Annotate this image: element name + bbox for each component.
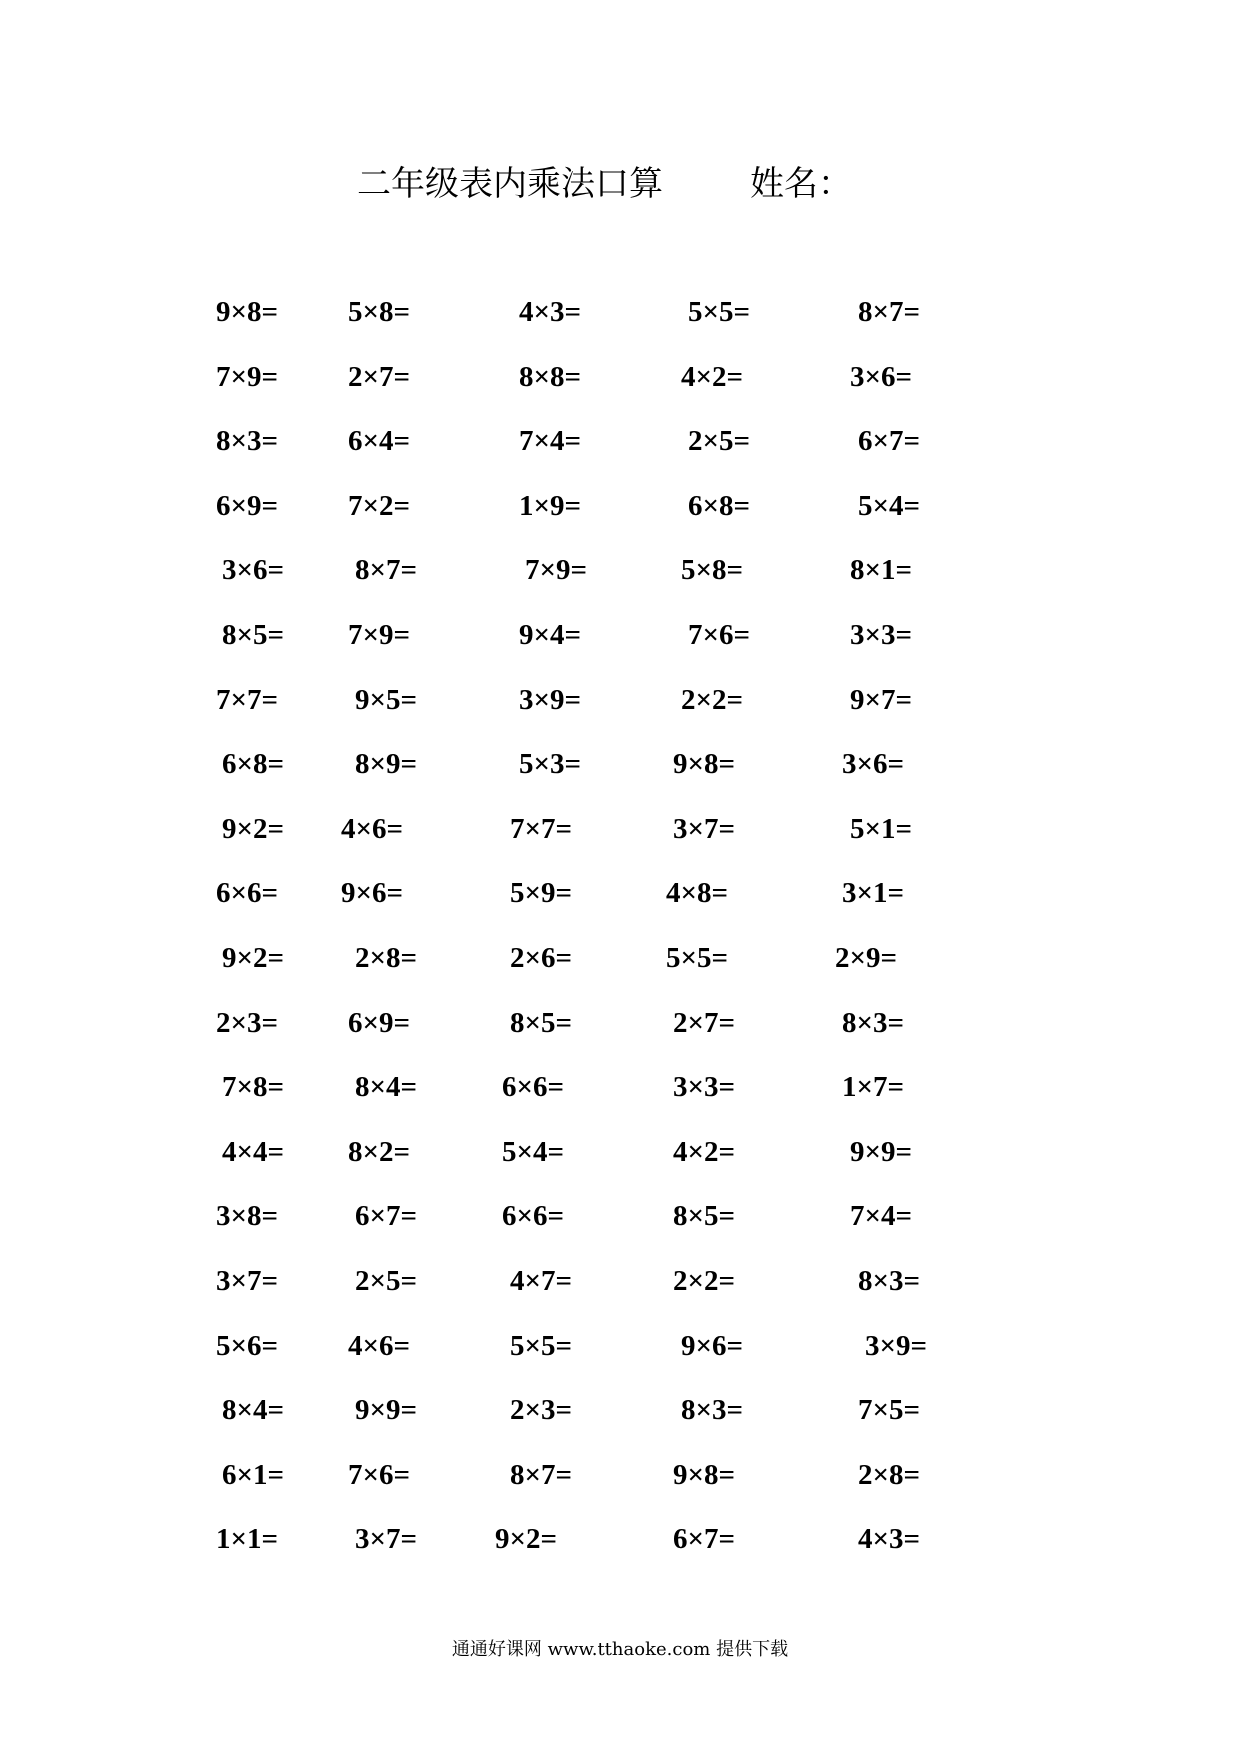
problem-r13-c1: 7×8= <box>222 1071 285 1104</box>
problem-r9-c2: 4×6= <box>341 812 404 845</box>
problem-r14-c1: 4×4= <box>222 1135 285 1168</box>
problem-r15-c3: 6×6= <box>502 1200 565 1233</box>
problem-r1-c3: 4×3= <box>519 296 582 328</box>
problem-r20-c2: 3×7= <box>355 1523 418 1556</box>
problem-r2-c5: 3×6= <box>850 360 913 393</box>
problem-r12-c3: 8×5= <box>510 1006 573 1039</box>
problem-r2-c2: 2×7= <box>348 360 411 393</box>
problem-r2-c1: 7×9= <box>216 360 279 393</box>
problem-r7-c4: 2×2= <box>681 683 744 716</box>
problem-r8-c3: 5×3= <box>519 748 582 781</box>
problem-r14-c3: 5×4= <box>502 1135 565 1168</box>
problem-r5-c3: 7×9= <box>525 554 588 587</box>
problem-r4-c3: 1×9= <box>519 489 582 522</box>
problem-r12-c5: 8×3= <box>842 1006 905 1039</box>
problem-r3-c4: 2×5= <box>688 425 751 458</box>
problem-r5-c2: 8×7= <box>355 554 418 587</box>
problem-r16-c5: 8×3= <box>858 1265 921 1297</box>
problem-r11-c3: 2×6= <box>510 942 573 974</box>
problem-r2-c3: 8×8= <box>519 360 582 393</box>
problem-r17-c4: 9×6= <box>681 1329 744 1362</box>
problem-r1-c5: 8×7= <box>858 296 921 328</box>
problem-r16-c4: 2×2= <box>673 1265 736 1297</box>
problem-r8-c4: 9×8= <box>673 748 736 781</box>
problem-r17-c3: 5×5= <box>510 1329 573 1362</box>
problem-r20-c1: 1×1= <box>216 1523 279 1556</box>
problem-r5-c4: 5×8= <box>681 554 744 587</box>
problem-r10-c2: 9×6= <box>341 877 404 910</box>
problem-r7-c3: 3×9= <box>519 683 582 716</box>
problem-r5-c5: 8×1= <box>850 554 913 587</box>
problem-r19-c1: 6×1= <box>222 1458 285 1491</box>
problem-r18-c2: 9×9= <box>355 1394 418 1427</box>
problem-r11-c2: 2×8= <box>355 942 418 974</box>
problem-r3-c2: 6×4= <box>348 425 411 458</box>
problem-r4-c4: 6×8= <box>688 489 751 522</box>
problem-r13-c5: 1×7= <box>842 1071 905 1104</box>
problem-r2-c4: 4×2= <box>681 360 744 393</box>
problem-r11-c5: 2×9= <box>835 942 898 974</box>
problem-r13-c3: 6×6= <box>502 1071 565 1104</box>
problem-r13-c2: 8×4= <box>355 1071 418 1104</box>
problem-r16-c3: 4×7= <box>510 1265 573 1297</box>
problem-r17-c1: 5×6= <box>216 1329 279 1362</box>
problem-r4-c2: 7×2= <box>348 489 411 522</box>
problem-r3-c5: 6×7= <box>858 425 921 458</box>
problem-r19-c4: 9×8= <box>673 1458 736 1491</box>
problem-r3-c1: 8×3= <box>216 425 279 458</box>
problem-r9-c3: 7×7= <box>510 812 573 845</box>
problem-r14-c2: 8×2= <box>348 1135 411 1168</box>
problem-r10-c4: 4×8= <box>666 877 729 910</box>
problem-r15-c4: 8×5= <box>673 1200 736 1233</box>
problem-r1-c2: 5×8= <box>348 296 411 328</box>
problem-r1-c1: 9×8= <box>216 296 279 328</box>
problem-r4-c5: 5×4= <box>858 489 921 522</box>
problem-r15-c1: 3×8= <box>216 1200 279 1233</box>
problem-r18-c5: 7×5= <box>858 1394 921 1427</box>
problem-r19-c5: 2×8= <box>858 1458 921 1491</box>
problem-r12-c4: 2×7= <box>673 1006 736 1039</box>
problem-r20-c4: 6×7= <box>673 1523 736 1556</box>
problem-r6-c4: 7×6= <box>688 619 751 651</box>
problem-r8-c2: 8×9= <box>355 748 418 781</box>
problem-r19-c2: 7×6= <box>348 1458 411 1491</box>
problem-r20-c5: 4×3= <box>858 1523 921 1556</box>
problem-r7-c1: 7×7= <box>216 683 279 716</box>
problem-r7-c5: 9×7= <box>850 683 913 716</box>
problem-r9-c4: 3×7= <box>673 812 736 845</box>
problem-r11-c4: 5×5= <box>666 942 729 974</box>
problem-r15-c5: 7×4= <box>850 1200 913 1233</box>
problem-r3-c3: 7×4= <box>519 425 582 458</box>
problem-r12-c2: 6×9= <box>348 1006 411 1039</box>
problem-r1-c4: 5×5= <box>688 296 751 328</box>
problem-r18-c1: 8×4= <box>222 1394 285 1427</box>
problem-r17-c5: 3×9= <box>865 1329 928 1362</box>
problem-r6-c2: 7×9= <box>348 619 411 651</box>
problem-r8-c5: 3×6= <box>842 748 905 781</box>
problem-r16-c2: 2×5= <box>355 1265 418 1297</box>
problem-r6-c1: 8×5= <box>222 619 285 651</box>
problem-r14-c5: 9×9= <box>850 1135 913 1168</box>
problem-r6-c5: 3×3= <box>850 619 913 651</box>
worksheet-title: 二年级表内乘法口算 <box>357 164 663 204</box>
footer-credit: 通通好课网 www.tthaoke.com 提供下载 <box>451 1639 789 1660</box>
problem-r19-c3: 8×7= <box>510 1458 573 1491</box>
problem-r9-c5: 5×1= <box>850 812 913 845</box>
problem-r6-c3: 9×4= <box>519 619 582 651</box>
problem-r12-c1: 2×3= <box>216 1006 279 1039</box>
problem-r17-c2: 4×6= <box>348 1329 411 1362</box>
problem-r18-c4: 8×3= <box>681 1394 744 1427</box>
problem-r10-c3: 5×9= <box>510 877 573 910</box>
problem-r20-c3: 9×2= <box>495 1523 558 1556</box>
problem-r9-c1: 9×2= <box>222 812 285 845</box>
problem-r5-c1: 3×6= <box>222 554 285 587</box>
problem-r10-c5: 3×1= <box>842 877 905 910</box>
problem-r15-c2: 6×7= <box>355 1200 418 1233</box>
problem-r8-c1: 6×8= <box>222 748 285 781</box>
problem-r11-c1: 9×2= <box>222 942 285 974</box>
problem-r16-c1: 3×7= <box>216 1265 279 1297</box>
problem-r18-c3: 2×3= <box>510 1394 573 1427</box>
problem-r13-c4: 3×3= <box>673 1071 736 1104</box>
worksheet-header <box>357 160 857 208</box>
problem-r4-c1: 6×9= <box>216 489 279 522</box>
problem-r7-c2: 9×5= <box>355 683 418 716</box>
name-field-label: 姓名： <box>750 164 852 204</box>
problem-r10-c1: 6×6= <box>216 877 279 910</box>
problem-r14-c4: 4×2= <box>673 1135 736 1168</box>
